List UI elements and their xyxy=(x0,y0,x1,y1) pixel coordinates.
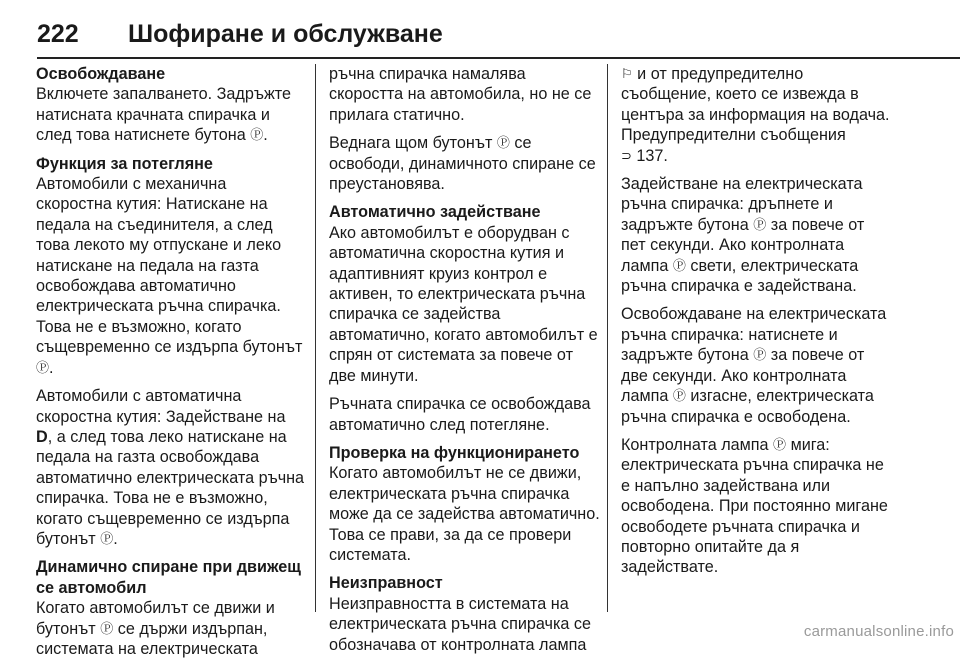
page-title: Шофиране и обслужване xyxy=(128,20,443,48)
column-3 xyxy=(621,64,893,586)
section-release xyxy=(36,64,306,146)
parking-brake-icon: Ⓟ xyxy=(36,359,50,375)
parking-brake-icon: Ⓟ xyxy=(100,620,114,636)
parking-brake-icon: Ⓟ xyxy=(773,436,787,452)
section-heading: Автоматично задействане xyxy=(329,203,541,222)
section-heading: Неизправност xyxy=(329,574,443,593)
paragraph: Автомобили с механична скоростна кутия: Натискане на педала на съединителя, а след това лекото му отпускане и леко натискане на педала на газта освобождава автоматично електрическата ръчна спирачка. Това не е възможно, когато същевременно се издърпа бутонът Ⓟ. xyxy=(36,175,303,377)
column-divider-2 xyxy=(607,64,608,612)
paragraph: Когато автомобилът не се движи, електрическата ръчна спирачка може да се задейства автоматично. Това се прави, за да се провери системата. xyxy=(329,464,600,564)
section-dynamic-braking xyxy=(36,557,306,659)
page-reference-arrow-icon: ⊃ xyxy=(621,147,632,163)
parking-brake-icon: Ⓟ xyxy=(496,135,510,151)
paragraph: Включете запалването. Задръжте натисната крачната спирачка и след това натиснете бутона Ⓟ. xyxy=(36,85,292,145)
paragraph: Ако автомобилът е оборудван с автоматична скоростна кутия и адаптивният круиз контрол е активен, то електрическата ръчна спирачка се задейства автоматично, когато автомобилът е спрян от системата за повече от две минути. xyxy=(329,223,598,385)
section-automatic-apply xyxy=(329,202,601,434)
paragraph: Задействане на електрическата ръчна спирачка: дръпнете и задръжте бутона Ⓟ за повече от пет секунди. Ако контролната лампа Ⓟ свети, електрическата ръчна спирачка е задействана. xyxy=(621,175,865,296)
section-drive-away xyxy=(36,154,306,550)
section-heading: Освобождаване xyxy=(36,65,166,83)
paragraph: Неизправността в системата на електрическата ръчна спирачка се обозначава от контролната лампа xyxy=(329,594,591,654)
paragraph: Автомобили с автоматична скоростна кутия: Задействане на D, а след това леко натискане на педала на газта освобождава автоматично електрическата ръчна спирачка. Това не е възможно, когато същевременно се издърпа бутонът Ⓟ. xyxy=(36,387,305,548)
paragraph: Веднага щом бутонът Ⓟ се освободи, динамичното спиране се преустановява. xyxy=(329,134,596,194)
section-function-check xyxy=(329,443,601,565)
section-heading: Функция за потегляне xyxy=(36,154,213,173)
header-rule xyxy=(37,57,960,59)
parking-brake-icon: Ⓟ xyxy=(753,347,767,363)
parking-brake-icon: Ⓟ xyxy=(672,257,686,273)
page-header xyxy=(37,18,960,58)
column-divider-1 xyxy=(315,64,316,612)
parking-brake-icon: Ⓟ xyxy=(753,216,767,232)
paragraph: Ръчната спирачка се освобождава автоматично след потегляне. xyxy=(329,395,591,434)
section-heading: Динамично спиране при движещ се автомобил xyxy=(36,558,301,597)
watermark: carmanualsonline.info xyxy=(803,623,954,640)
paragraph: ⚐ и от предупредително съобщение, което се извежда в центъра за информация на водача. Предупредителни съобщения ⊃ 137. xyxy=(621,65,890,165)
section-fault xyxy=(329,573,601,655)
parking-brake-icon: Ⓟ xyxy=(672,388,686,404)
service-warning-icon: ⚐ xyxy=(621,66,633,81)
parking-brake-icon: Ⓟ xyxy=(250,127,264,143)
page-reference: 137 xyxy=(636,146,664,165)
paragraph: Освобождаване на електрическата ръчна спирачка: натиснете и задръжте бутона Ⓟ за повече от две секунди. Ако контролната лампа Ⓟ изгасне, електрическата ръчна спирачка е освободена. xyxy=(621,305,887,426)
gear-d-label: D xyxy=(36,427,48,446)
column-1 xyxy=(36,64,306,667)
column-2 xyxy=(329,64,601,663)
section-heading: Проверка на функционирането xyxy=(329,443,580,462)
parking-brake-icon: Ⓟ xyxy=(100,530,114,546)
paragraph: Когато автомобилът се движи и бутонът Ⓟ се държи издърпан, системата на електрическата xyxy=(36,599,275,658)
paragraph: ръчна спирачка намалява скоростта на автомобила, но не се прилага статично. xyxy=(329,65,592,124)
paragraph: Контролната лампа Ⓟ мига: електрическата ръчна спирачка не е напълно задействана или освободена. При постоянно мигане освободете ръчната спирачка и повторно опитайте да я задействате. xyxy=(621,435,888,577)
page-number: 222 xyxy=(37,20,79,48)
